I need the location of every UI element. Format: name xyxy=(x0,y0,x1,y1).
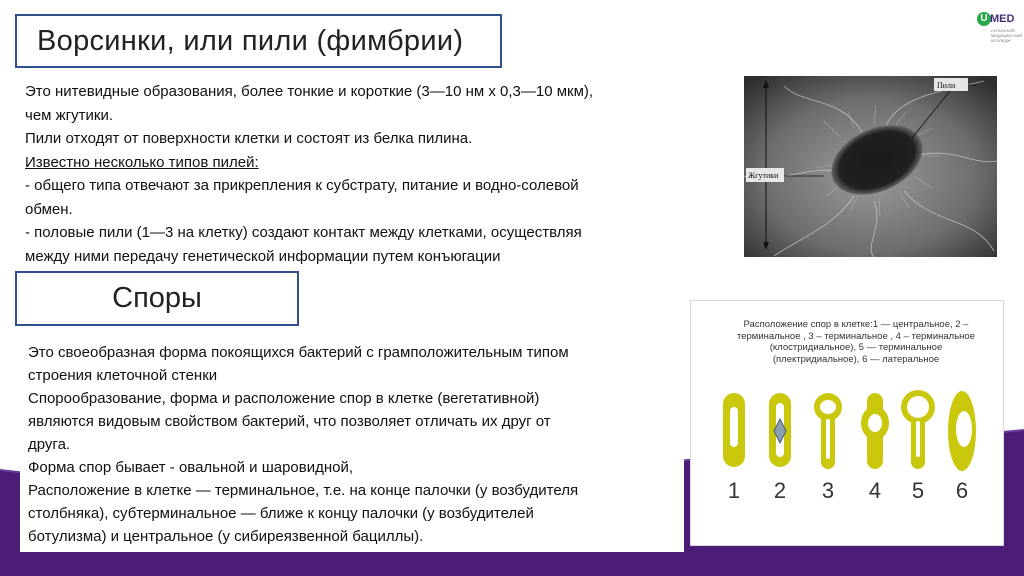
caption-line: Расположение спор в клетке:1 — центральное, 2 – xyxy=(743,319,969,330)
spore-5 xyxy=(907,396,929,418)
spores-title-box xyxy=(15,271,299,326)
spore-number-4: 4 xyxy=(868,478,882,503)
spore-diagram-panel xyxy=(700,309,994,537)
spore-diagram-caption xyxy=(718,319,994,365)
spore-shapes xyxy=(700,389,994,479)
spore-3 xyxy=(820,400,836,414)
logo-mark: U xyxy=(977,12,991,26)
spores-title: Споры xyxy=(112,282,202,314)
spore-number-1: 1 xyxy=(727,478,741,503)
spores-line: Спорообразование, форма и расположение спор в клетке (вегетативной) xyxy=(28,390,540,407)
page-title: Ворсинки, или пили (фимбрии) xyxy=(37,24,464,57)
spores-line: столбняка), субтерминальное — ближе к концу палочки (у возбудителей xyxy=(28,505,534,522)
spore-number-6: 6 xyxy=(955,478,969,503)
caption-line: терминальное , 3 – терминальное , 4 – терминальное xyxy=(737,330,975,342)
logo-text: MED xyxy=(990,13,1015,25)
label-pili: Пили xyxy=(937,81,956,90)
pili-line: - половые пили (1—3 на клетку) создают контакт между клетками, осуществляя xyxy=(25,224,582,241)
logo-subtitle: ЛУГАНСКИЙ МЕДИЦИНСКИЙ КОЛЛЕДЖ xyxy=(991,28,1023,43)
spores-description xyxy=(20,338,684,552)
pili-line: Это нитевидные образования, более тонкие и короткие (3—10 нм х 0,3—10 мкм), xyxy=(25,83,594,100)
pili-description xyxy=(25,80,715,268)
spore-number-2: 2 xyxy=(773,478,787,503)
spores-line: строения клеточной стенки xyxy=(28,367,218,384)
spore-6 xyxy=(956,411,972,447)
pili-line: чем жгутики. xyxy=(25,106,114,124)
spores-line: Это своеобразная форма покоящихся бактерий с грамположительным типом xyxy=(28,344,569,361)
spore-4 xyxy=(868,414,882,432)
spore-1 xyxy=(730,407,738,447)
bacteria-micrograph xyxy=(744,76,997,257)
spore-number-5: 5 xyxy=(911,478,925,503)
pili-types-heading: Известно несколько типов пилей: xyxy=(25,153,259,171)
caption-line: (плектридиальное), 6 — латеральное xyxy=(772,353,940,365)
spore-number-3: 3 xyxy=(821,478,835,503)
spores-line: Форма спор бывает - овальной и шаровидной, xyxy=(28,459,354,476)
spores-line: ботулизма) и центральное (у сибиреязвенной бациллы). xyxy=(28,528,424,545)
umed-logo xyxy=(977,10,1023,50)
label-flagella: Жгутики xyxy=(748,171,779,180)
pili-line: между ними передачу генетической информации путем конъюгации xyxy=(25,247,501,265)
spores-line: являются видовым свойством бактерий, что позволяет отличать их друг от xyxy=(28,413,551,430)
micrograph-image xyxy=(744,76,997,257)
pili-line: - общего типа отвечают за прикрепления к субстрату, питание и водно-солевой xyxy=(25,177,579,194)
spore-diagram xyxy=(690,300,1004,546)
spores-line: друга. xyxy=(28,436,71,453)
pili-line: обмен. xyxy=(25,200,73,218)
spores-line: Расположение в клетке — терминальное, т.е. на конце палочки (у возбудителя xyxy=(28,482,579,499)
pili-line: Пили отходят от поверхности клетки и состоят из белка пилина. xyxy=(25,130,473,147)
title-box xyxy=(15,14,502,68)
caption-line: (клостридиальное), 5 — терминальное xyxy=(769,342,943,353)
